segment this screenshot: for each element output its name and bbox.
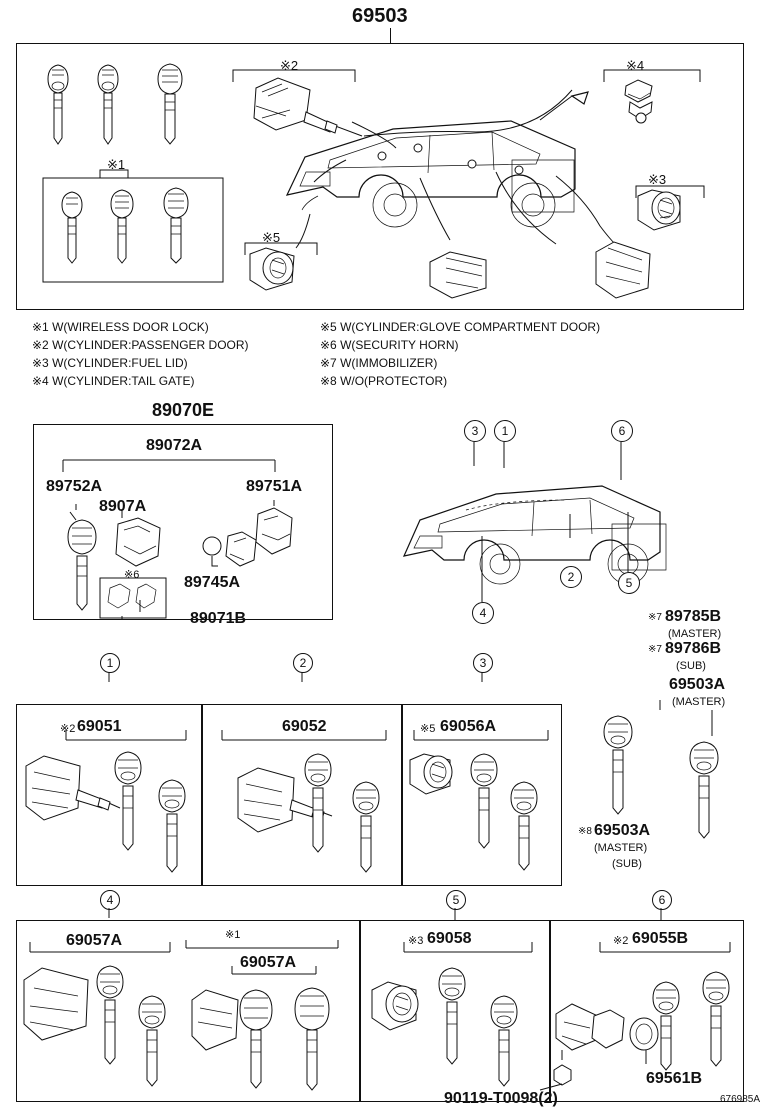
callout-1: ※1 [107,157,126,172]
note-69503A-master: (MASTER) [672,696,726,708]
code-69503A-sub: 69503A [594,822,651,839]
legend-left-1: ※1 W(WIRELESS DOOR LOCK) [32,320,209,334]
row2-cell-5-code: 69058 [427,930,472,947]
row2-cell-6-code: 69055B [632,930,689,947]
label-89751A: 89751A [246,478,303,495]
marker-89785B: ※7 [648,612,662,623]
code-89786B: 89786B [665,640,722,657]
callout-5: ※5 [262,230,281,245]
note-89785B: (MASTER) [668,628,722,640]
row2-cell-5-marker: ※3 [408,935,424,947]
row2-cell-4-code: 69057A [66,932,123,949]
legend-left-3: ※3 W(CYLINDER:FUEL LID) [32,356,188,370]
row1-cell-2-code: 69052 [282,718,327,735]
label-89745A: 89745A [184,574,241,591]
row1-marker-1: 1 [100,653,120,673]
note-69503A-sub-2: (SUB) [612,858,642,870]
vehicle-marker-2: 2 [560,566,582,588]
row2-bolt-code: 90119-T0098(2) [444,1090,558,1107]
callout-3: ※3 [648,172,667,187]
marker-89786B: ※7 [648,644,662,655]
legend-left-2: ※2 W(CYLINDER:PASSENGER DOOR) [32,338,249,352]
label-89752A: 89752A [46,478,103,495]
row1-cell-3-marker: ※5 [420,723,436,735]
row1-cell-1-marker: ※2 [60,723,76,735]
row2-cell-4-subcode: 69057A [240,954,297,971]
row1-marker-2: 2 [293,653,313,673]
row1-cell-1-code: 69051 [77,718,122,735]
main-part-number: 69503 [352,5,408,27]
callout-4: ※4 [626,58,645,73]
mid-block-title: 89070E [152,400,215,420]
vehicle-marker-4: 4 [472,602,494,624]
note-89786B: (SUB) [676,660,706,672]
vehicle-marker-1: 1 [494,420,516,442]
vehicle-marker-3: 3 [464,420,486,442]
row1-marker-3: 3 [473,653,493,673]
code-89785B: 89785B [665,608,722,625]
legend-left-4: ※4 W(CYLINDER:TAIL GATE) [32,374,195,388]
vehicle-marker-6: 6 [611,420,633,442]
mid-block-subtitle: 89072A [146,437,203,454]
legend-right-2: ※6 W(SECURITY HORN) [320,338,459,352]
row2-marker-6: 6 [652,890,672,910]
row2-cell-6-extra-code: 69561B [646,1070,703,1087]
note-69503A-sub-1: (MASTER) [594,842,648,854]
legend-right-3: ※7 W(IMMOBILIZER) [320,356,438,370]
row2-cell-4-submarker: ※1 [225,929,241,941]
code-69503A-master: 69503A [669,676,726,693]
row2-marker-5: 5 [446,890,466,910]
legend-right-1: ※5 W(CYLINDER:GLOVE COMPARTMENT DOOR) [320,320,601,334]
callout-2: ※2 [280,58,299,73]
marker-69503A-sub: ※8 [578,826,592,837]
label-mid-footnote: ※6 [124,569,140,581]
label-89071B: 89071B [190,610,247,627]
legend-right-4: ※8 W/O(PROTECTOR) [320,374,448,388]
row2-marker-4: 4 [100,890,120,910]
vehicle-marker-5: 5 [618,572,640,594]
row2-cell-6-marker: ※2 [613,935,629,947]
sheet-code: 676985A [720,1094,760,1105]
row1-cell-3-code: 69056A [440,718,497,735]
label-8907A: 8907A [99,498,147,515]
